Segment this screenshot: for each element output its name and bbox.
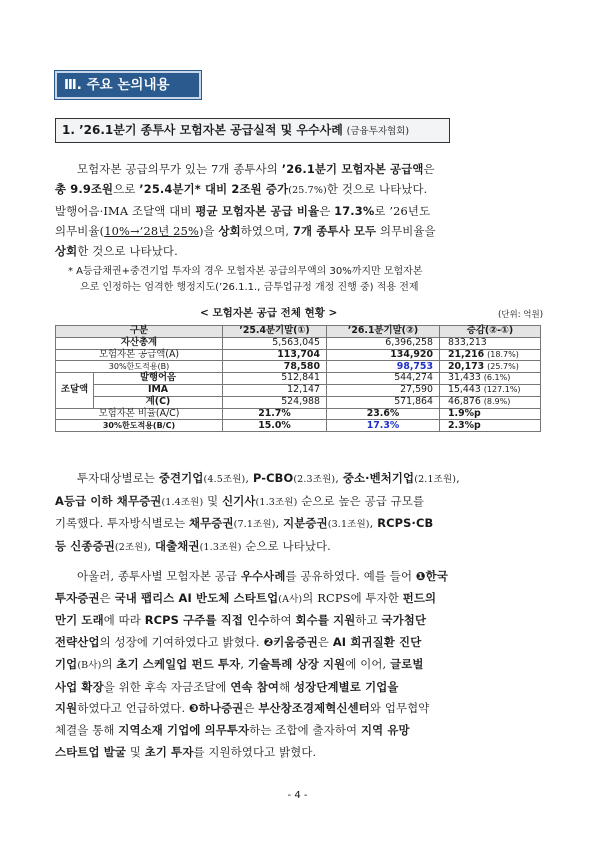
table-row: 30%한도적용(B) 78,580 98,753 20,173 (25.7%): [56, 361, 541, 373]
row-group-funding: 조달액: [56, 373, 94, 408]
section-title: Ⅲ. 주요 논의내용: [64, 77, 170, 93]
summary-table: [55, 325, 541, 432]
footnote-line2: 으로 인정하는 엄격한 행정지도(’26.1.1., 금투업규정 개정 진행 중) 적용 전제: [80, 282, 419, 293]
section-header: [55, 71, 201, 99]
table-unit: (단위: 억원): [498, 310, 544, 320]
table-row: 모험자본 비율(A/C) 21.7% 23.6% 1.9%p: [56, 408, 541, 420]
table-caption: < 모험자본 공급 전체 현황 >: [200, 307, 338, 319]
subheading-source: (금융투자협회): [346, 126, 410, 137]
para1-line1: 모험자본 공급의무가 있는 7개 종투사의 ’26.1분기 모험자본 공급액은: [77, 162, 435, 176]
para1-line5: 상회한 것으로 나타났다.: [55, 244, 178, 258]
para1-line3: 발행어음·IMA 조달액 대비 평균 모험자본 공급 비율은 17.3%로 ’26년도: [55, 204, 431, 218]
para2-line1: 투자대상별로는 중견기업(4.5조원), P-CBO(2.3조원), 중소·벤처기업(2.1조원),: [77, 471, 460, 485]
table-row: 계(C) 524,988 571,864 46,876 (8.9%): [56, 396, 541, 408]
paragraph-supply-summary: [55, 159, 540, 261]
para2-line2: A등급 이하 채무증권(1.4조원) 및 신기사(1.3조원) 순으로 높은 공급 규모를: [55, 493, 425, 508]
table-row: 조달액 발행어음 512,841 544,274 31,433 (6.1%): [56, 373, 541, 385]
subheading-box: [55, 118, 450, 143]
para1-line4: 의무비율(10%→’28년 25%)을 상회하였으며, 7개 종투사 모두 의무비율을: [55, 224, 436, 238]
para3-line2: 투자증권은 국내 팹리스 AI 반도체 스타트업(A사)의 RCPS에 투자한 펀드의: [55, 590, 437, 605]
para3-line8: 체결을 통해 지역소재 기업에 의무투자하는 조합에 출자하여 지역 유망: [55, 722, 410, 737]
para3-line4: 전략산업의 성장에 기여하였다고 밝혔다. ❷키움증권은 AI 희귀질환 진단: [55, 635, 422, 650]
table-row: IMA 12,147 27,590 15,443 (127.1%): [56, 384, 541, 396]
table-row: 모험자본 공급액(A) 113,704 134,920 21,216 (18.7%): [56, 349, 541, 361]
para1-line2: 총 9.9조원으로 ’25.4분기* 대비 2조원 증가(25.7%)한 것으로 나타났다.: [55, 182, 428, 196]
paragraph-best-practices: [55, 566, 540, 763]
para3-line6: 사업 확장을 위한 후속 자금조달에 연속 참여해 성장단계별로 기업을: [55, 679, 399, 694]
para2-line4: 등 신종증권(2조원), 대출채권(1.3조원) 순으로 나타났다.: [55, 538, 331, 553]
header-change: 증감(②-①): [439, 326, 540, 338]
header-q4: ’25.4분기말(①): [222, 326, 326, 338]
para3-line1: 아울러, 종투사별 모험자본 공급 우수사례를 공유하였다. 예를 들어 ❶한국: [77, 569, 448, 583]
para3-line5: 기업(B사)의 초기 스케일업 펀드 투자, 기술특례 상장 지원에 이어, 글로벌: [55, 656, 424, 671]
header-q1: ’26.1분기말(②): [326, 326, 439, 338]
header-category: 구분: [56, 326, 223, 338]
para2-line3: 기록했다. 투자방식별로는 채무증권(7.1조원), 지분증권(3.1조원), RCPS·CB: [55, 516, 434, 530]
footnote: [68, 264, 546, 296]
para3-line7: 지원하였다고 언급하였다. ❸하나증권은 부산창조경제혁신센터와 업무협약: [55, 701, 430, 716]
table-row: 30%한도적용(B/C) 15.0% 17.3% 2.3%p: [56, 420, 541, 432]
paragraph-investment-targets: [55, 468, 540, 558]
page-number: - 4 -: [287, 790, 308, 801]
subheading-title: 1. ’26.1분기 종투사 모험자본 공급실적 및 우수사례: [62, 123, 343, 137]
para3-line9: 스타트업 발굴 및 초기 투자를 지원하였다고 밝혔다.: [55, 744, 317, 759]
para3-line3: 만기 도래에 따라 RCPS 구주를 직접 인수하여 회수를 지원하고 국가첨단: [55, 613, 427, 628]
table-row: 자산총계 5,563,045 6,396,258 833,213: [56, 337, 541, 349]
table-header-row: [56, 326, 541, 338]
footnote-line1: * A등급채권+중견기업 투자의 경우 모험자본 공급의무액의 30%까지만 모험자본: [68, 266, 423, 277]
